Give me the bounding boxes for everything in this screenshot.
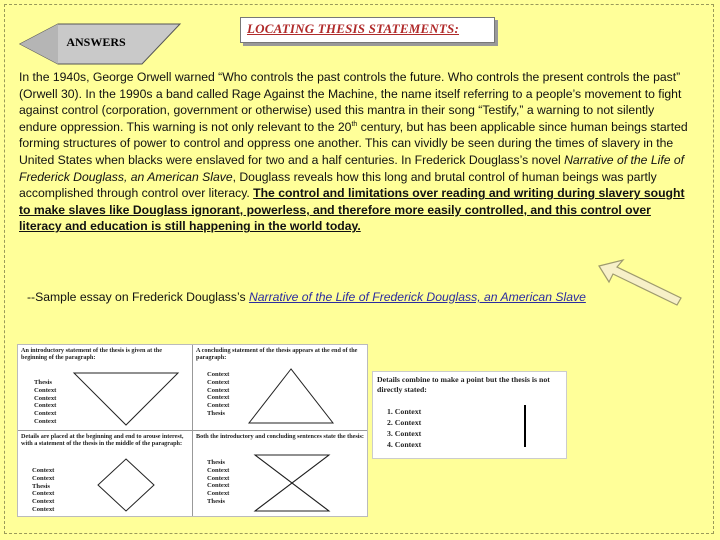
implied-thesis-diagram	[372, 371, 567, 459]
diagram-caption: Both the introductory and concluding sentences state the thesis:	[196, 433, 364, 440]
essay-paragraph	[19, 69, 691, 235]
novel-title: Narrative of the Life of Frederick Douglass, an American Slave	[19, 152, 685, 184]
diamond-shape	[18, 431, 193, 516]
source-link[interactable]: Narrative of the Life of Frederick Douglass, an American Slave	[248, 290, 586, 304]
diagram-middle-thesis	[18, 431, 193, 516]
detail-item: 1. Context	[387, 407, 422, 416]
diagram-word: Thesis	[34, 379, 52, 386]
diagram-word: Context	[32, 467, 55, 474]
diagram-word: Context	[34, 410, 57, 418]
source-citation	[27, 290, 586, 304]
thesis-statement: The control and limitations over reading and writing during slavery sought to make slaves like Douglass ignorant, powerless, and therefore more easily controlled, and this control over literacy and education is still happening in the world today.	[19, 186, 685, 234]
diagram-concluding-thesis	[193, 345, 367, 431]
title-box	[240, 17, 495, 43]
detail-item: 4. Context	[387, 440, 422, 449]
hourglass-shape	[193, 431, 367, 516]
diagram-word: Context	[32, 505, 55, 513]
diagram-word: Context	[32, 490, 55, 498]
essay-text-1: In the 1940s, George Orwell warned “Who controls the past controls the future. Who controls the present controls the past” (Orwell 30). In the 1990s a band called Rage Against the Machine, the name itself referring to a people’s movement to fight against control (corporation, government or otherwise) used this mantra in their song “Testify,” a warning to not silently endure oppression. This warning is not only relevant to the 20	[19, 70, 682, 134]
diagram-word: Thesis	[207, 459, 225, 466]
vertical-bar-shape	[524, 405, 526, 447]
diagram-word: Thesis	[207, 497, 225, 505]
detail-list	[387, 406, 421, 450]
thesis-location-diagrams	[17, 344, 368, 517]
detail-item: 2. Context	[387, 418, 422, 427]
diagram-intro-thesis	[18, 345, 193, 431]
essay-text-2: century, but has been applicable since human beings started forming structures of power to control and oppress one another. This can vividly be seen during the times of slavery in the United States when blacks were enslaved for two and a half centuries. In Frederick Douglass’s novel	[19, 119, 688, 167]
diagram-word: Context	[207, 371, 230, 378]
diagram-caption: An introductory statement of the thesis is given at the beginning of the paragraph:	[21, 347, 162, 361]
diagram-word: Context	[207, 466, 230, 474]
diagram-word: Thesis	[32, 482, 50, 490]
triangle-shape	[193, 345, 367, 431]
source-prefix: --Sample essay on Frederick Douglass’s	[27, 290, 249, 304]
diagram-word: Context	[32, 498, 55, 506]
diagram-word: Context	[34, 386, 57, 394]
diagram-word: Context	[34, 394, 57, 402]
diagram-word: Context	[34, 402, 57, 410]
diagram-word: Thesis	[207, 409, 225, 417]
diagram-word: Context	[207, 386, 230, 394]
diagram-caption: Details are placed at the beginning and end to arouse interest, with a statement of the thesis in the middle of the paragraph:	[21, 433, 184, 447]
essay-text-3: , Douglass reveals how this long and brutal control of human beings was partly accomplished through control over literacy.	[19, 169, 657, 201]
inverted-triangle-shape	[18, 345, 193, 431]
essay-superscript: th	[351, 120, 358, 128]
page-title: LOCATING THESIS STATEMENTS:	[247, 21, 460, 36]
diagram-word: Context	[34, 417, 57, 425]
diagram-word: Context	[207, 482, 230, 490]
diagram-word: Context	[207, 402, 230, 410]
detail-item: 3. Context	[387, 429, 422, 438]
diagram-word: Context	[207, 490, 230, 498]
diagram-caption: A concluding statement of the thesis appears at the end of the paragraph:	[196, 347, 358, 361]
diagram-word: Context	[32, 474, 55, 482]
diagram-both-thesis	[193, 431, 367, 516]
diagram-word: Context	[207, 394, 230, 402]
detail-caption: Details combine to make a point but the thesis is not directly stated:	[377, 375, 550, 394]
arrow-icon	[595, 258, 685, 308]
answers-label: ANSWERS	[66, 35, 126, 49]
diagram-word: Context	[207, 378, 230, 386]
diagram-word: Context	[207, 474, 230, 482]
